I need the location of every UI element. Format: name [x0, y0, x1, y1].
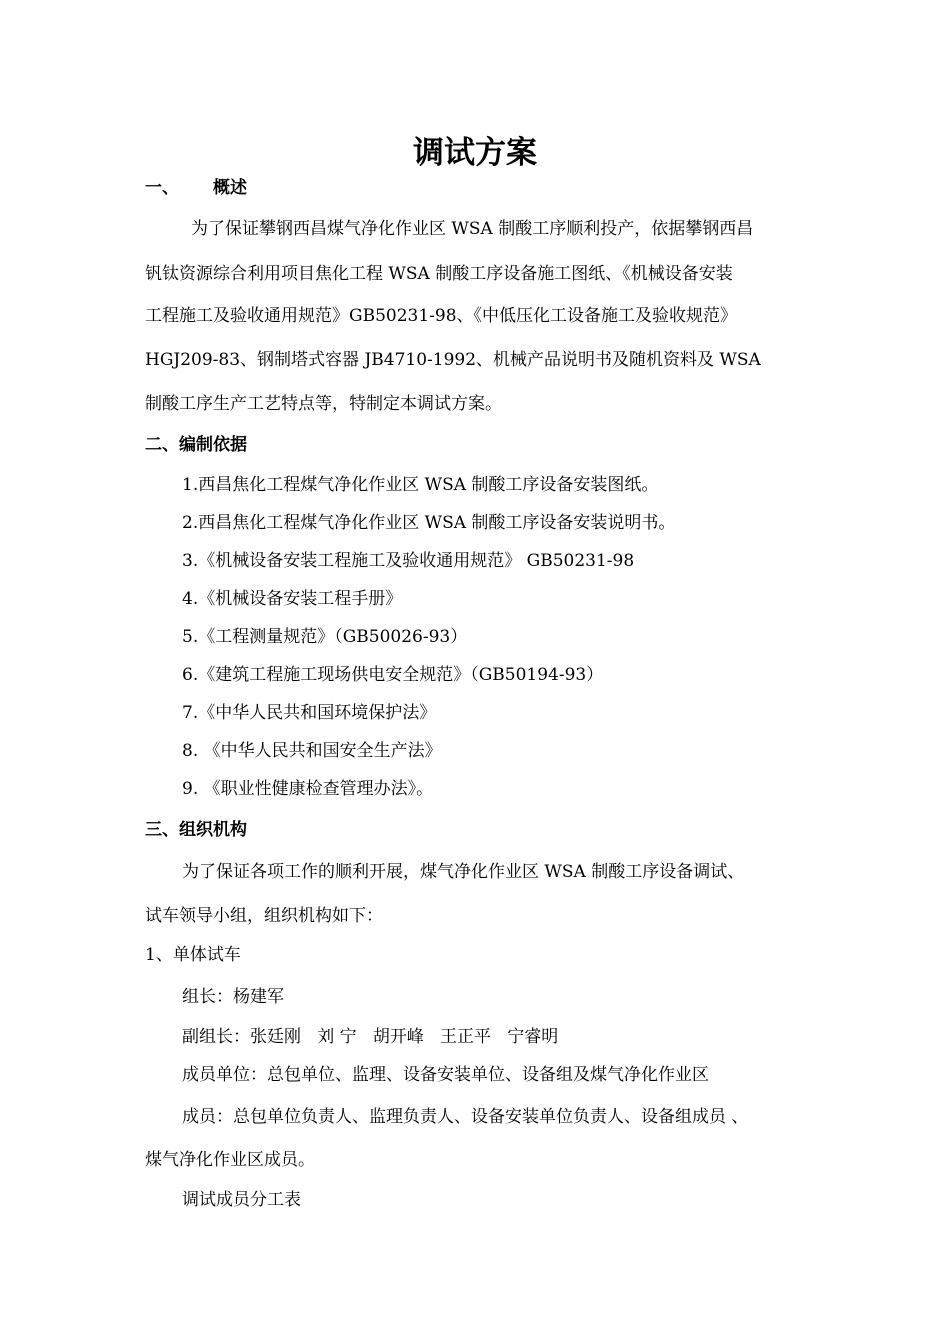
subsection-single-test-run: 1、单体试车	[145, 945, 241, 965]
member-units: 成员单位：总包单位、监理、设备安装单位、设备组及煤气净化作业区	[182, 1065, 709, 1085]
section-1-line-2: 钒钛资源综合利用项目焦化工程 WSA 制酸工序设备施工图纸、《机械设备安装	[145, 264, 733, 284]
section-1-line-4: HGJ209-83、钢制塔式容器 JB4710-1992、机械产品说明书及随机资料及 WSA	[145, 350, 761, 370]
section-3-intro-line-1: 为了保证各项工作的顺利开展，煤气净化作业区 WSA 制酸工序设备调试、	[182, 862, 745, 882]
table-caption: 调试成员分工表	[182, 1190, 301, 1210]
section-1-line-3: 工程施工及验收通用规范》GB50231-98、《中低压化工设备施工及验收规范》	[145, 306, 738, 326]
deputy-leaders: 副组长：张廷刚 刘 宁 胡开峰 王正平 宁睿明	[182, 1027, 559, 1047]
reference-item: 2.西昌焦化工程煤气净化作业区 WSA 制酸工序设备安装说明书。	[182, 513, 676, 533]
reference-item: 5.《工程测量规范》（GB50026-93）	[182, 627, 468, 647]
reference-item: 7.《中华人民共和国环境保护法》	[182, 703, 437, 723]
reference-item: 9. 《职业性健康检查管理办法》。	[182, 779, 434, 799]
section-1-heading	[145, 176, 247, 200]
reference-item: 4.《机械设备安装工程手册》	[182, 589, 403, 609]
section-2-heading: 二、编制依据	[145, 435, 247, 455]
section-1-title: 概述	[213, 178, 247, 198]
reference-item: 1.西昌焦化工程煤气净化作业区 WSA 制酸工序设备安装图纸。	[182, 475, 659, 495]
reference-item: 8. 《中华人民共和国安全生产法》	[182, 741, 442, 761]
reference-item: 6.《建筑工程施工现场供电安全规范》（GB50194-93）	[182, 665, 604, 685]
team-leader: 组长：杨建军	[182, 987, 284, 1007]
reference-item: 3.《机械设备安装工程施工及验收通用规范》 GB50231-98	[182, 551, 635, 571]
section-1-number: 一、	[145, 178, 179, 198]
section-3-heading: 三、组织机构	[145, 820, 247, 840]
section-1-line-5: 制酸工序生产工艺特点等，特制定本调试方案。	[145, 394, 502, 414]
members-line-1: 成员：总包单位负责人、监理负责人、设备安装单位负责人、设备组成员 、	[182, 1107, 749, 1127]
section-3-intro-line-2: 试车领导小组，组织机构如下：	[145, 906, 383, 926]
document-title: 调试方案	[413, 135, 537, 171]
members-line-2: 煤气净化作业区成员。	[145, 1150, 315, 1170]
section-1-line-1: 为了保证攀钢西昌煤气净化作业区 WSA 制酸工序顺利投产，依据攀钢西昌	[191, 219, 754, 239]
